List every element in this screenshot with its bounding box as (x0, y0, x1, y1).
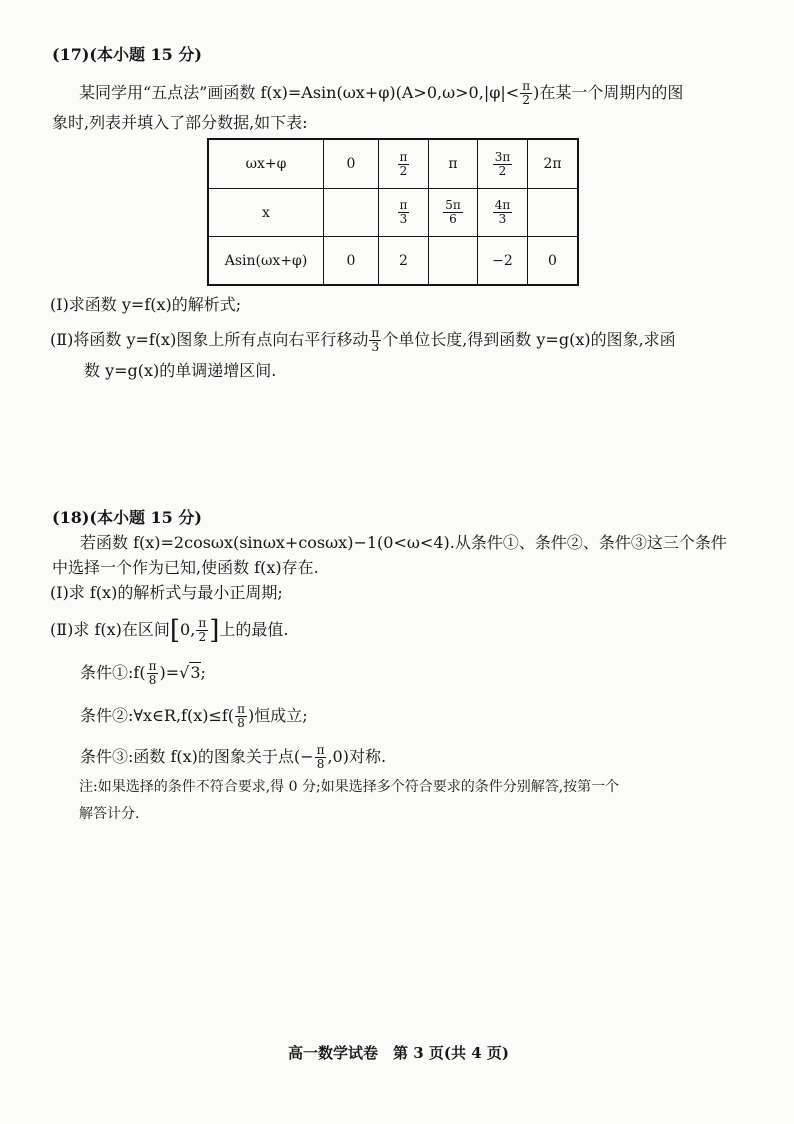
table-cell: x (208, 189, 324, 237)
fraction-pi-over-2: $\frac{\pi}{2}$ (522, 79, 531, 107)
q18-stem-line1: 若函数 f(x)=2cosωx(sinωx+cosωx)−1(0<ω<4).从条件①、条件②、条件③这三个条件 (80, 533, 727, 552)
table-cell: $\frac{\pi}{3}$ (379, 189, 429, 237)
q18-part2: (Ⅱ)求 f(x)在区间[0, $\frac{\pi}{2}$ ]上的最值. (50, 615, 289, 646)
table-cell: $\frac{3\pi}{2}$ (478, 139, 528, 189)
table-cell (429, 237, 478, 286)
five-point-table (207, 138, 579, 286)
table-cell: 0 (324, 237, 379, 286)
q17-stem-line2: 象时,列表并填入了部分数据,如下表: (52, 113, 308, 132)
q18-part1: (Ⅰ)求 f(x)的解析式与最小正周期; (50, 583, 283, 602)
q18-condition-2: 条件②:∀x∈R,f(x)≤f( $\frac{\pi}{8}$ )恒成立; (80, 702, 308, 730)
q18-condition-1: 条件①:f( $\frac{\pi}{8}$ )=√3; (80, 659, 206, 687)
fraction-pi-over-2: $\frac{\pi}{2}$ (198, 616, 207, 644)
table-cell: ωx+φ (208, 139, 324, 189)
q18-note-line1: 注:如果选择的条件不符合要求,得 0 分;如果选择多个符合要求的条件分别解答,按第一个 (79, 779, 620, 795)
q18-heading: (18)(本小题 15 分) (52, 508, 202, 527)
table-cell: 2π (528, 139, 579, 189)
q18-stem-line2: 中选择一个作为已知,使函数 f(x)存在. (52, 558, 319, 577)
table-cell: 2 (379, 237, 429, 286)
table-cell (324, 189, 379, 237)
q17-part1: (Ⅰ)求函数 y=f(x)的解析式; (50, 295, 242, 314)
table-cell: −2 (478, 237, 528, 286)
table-row (208, 139, 578, 189)
table-cell: $\frac{\pi}{2}$ (379, 139, 429, 189)
table-cell: 0 (528, 237, 579, 286)
q18-condition-3: 条件③:函数 f(x)的图象关于点(− $\frac{\pi}{8}$ ,0)对称. (80, 743, 387, 771)
table-cell: $\frac{5\pi}{6}$ (429, 189, 478, 237)
q17-part2-line2: 数 y=g(x)的单调递增区间. (84, 361, 277, 380)
table-cell (528, 189, 579, 237)
q18-note-line2: 解答计分. (79, 806, 140, 822)
table-cell: 0 (324, 139, 379, 189)
table-row (208, 189, 578, 237)
q17-stem-line1: 某同学用“五点法”画函数 f(x)=Asin(ωx+φ)(A>0,ω>0,|φ|< $\frac{\pi}{2}$ )在某一个周期内的图 (79, 79, 684, 107)
q17-heading: (17)(本小题 15 分) (52, 45, 202, 64)
table-row (208, 237, 578, 286)
q17-part2-line1: (Ⅱ)将函数 y=f(x)图象上所有点向右平行移动 $\frac{\pi}{3}$ 个单位长度,得到函数 y=g(x)的图象,求函 (50, 326, 676, 354)
table-cell: π (429, 139, 478, 189)
fraction-pi-over-3: $\frac{\pi}{3}$ (371, 326, 380, 354)
page-footer: 高一数学试卷 第 3 页(共 4 页) (288, 1044, 509, 1062)
table-cell: $\frac{4\pi}{3}$ (478, 189, 528, 237)
table-cell: Asin(ωx+φ) (208, 237, 324, 286)
